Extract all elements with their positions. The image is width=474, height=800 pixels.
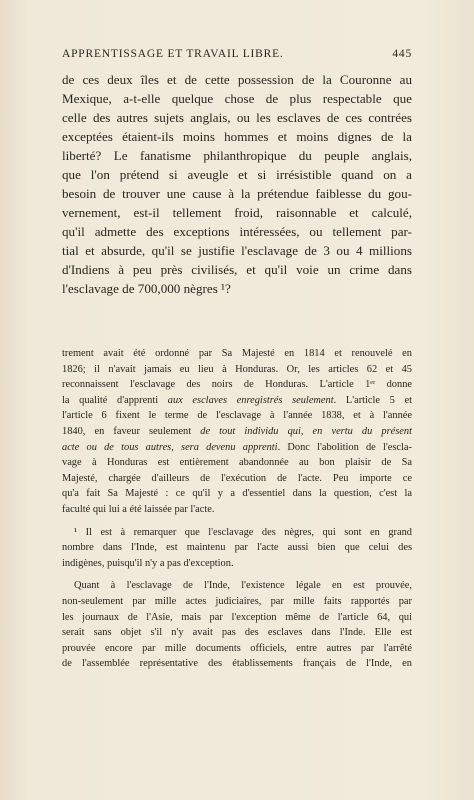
footnote-line: trement avait été ordonné par Sa Majesté en 1814 et renouvelé en <box>62 348 412 359</box>
footnotes <box>62 346 412 672</box>
footnote-1-cont-line: les journaux de l'Asie, mais par l'exception même de l'article 64, qui <box>62 611 412 623</box>
text-line: besoin de trouver une cause à la prétendue faiblesse du gou- <box>62 186 412 201</box>
footnote-1-cont-line: non-seulement par mille actes judiciaires, par mille faits rapportés par <box>62 595 412 607</box>
footnote-1-line: nombre dans l'Inde, est maintenu par l'acte aussi bien que celui des <box>62 542 412 554</box>
text-line: Mexique, a-t-elle quelque chose de plus respectable que <box>62 91 412 106</box>
text-line: l'esclavage de 700,000 nègres ¹? <box>62 281 231 296</box>
footnote-line: reconnaissent l'esclavage des noirs de Honduras. L'article 1ᵉʳ donne <box>62 379 412 391</box>
text-line: que l'on prétend si aveugle et si irrésistible quand on a <box>62 167 412 182</box>
footnote-1-line: ¹ Il est à remarquer que l'esclavage des nègres, qui sont en grand <box>74 526 412 538</box>
text-line: exceptées étaient-ils moins hommes et moins dignes de la <box>62 129 412 144</box>
text-line: qu'il admette des exceptions intéressées, ou tellement par- <box>62 224 412 239</box>
text-line: de ces deux îles et de cette possession de la Couronne au <box>62 72 412 87</box>
main-text <box>62 70 412 298</box>
footnote-line: faculté qui lui a été laissée par l'acte. <box>62 503 215 515</box>
footnote-line: 1826; il n'avait jamais eu lieu à Honduras. Or, les articles 62 et 45 <box>62 363 412 375</box>
text-line: d'Indiens à peu près civilisés, et qu'il voie un crime dans <box>62 262 412 277</box>
footnote-line: Majesté, chargée d'ailleurs de l'exécution de l'acte. Peu importe ce <box>62 472 412 484</box>
footnote-line: vage à Honduras est entièrement abandonnée au bon plaisir de Sa <box>62 457 412 469</box>
footnote-line: la qualité d'apprenti aux esclaves enregistrés seulement. L'article 5 et <box>62 394 412 406</box>
footnote-1-cont-line: serait sans objet s'il n'y avait pas des esclaves dans l'Inde. Elle est <box>62 627 412 639</box>
text-line: liberté? Le fanatisme philanthropique du peuple anglais, <box>62 148 412 163</box>
footnote-line: l'article 6 fixent le terme de l'esclavage à l'année 1838, et à l'année <box>62 410 412 422</box>
footnote-1-cont-line: de l'assemblée représentative des établissements français de l'Inde, en <box>62 658 412 670</box>
page-number: 445 <box>392 48 412 60</box>
text-line: tial et absurde, qu'il se justifie l'esclavage de 3 ou 4 millions <box>62 243 412 258</box>
running-header <box>62 48 412 60</box>
footnote-line: 1840, en faveur seulement de tout individu qui, en vertu du présent <box>62 425 412 437</box>
running-title: APPRENTISSAGE ET TRAVAIL LIBRE. <box>62 48 284 60</box>
text-line: vernement, est-il tellement froid, raisonnable et calculé, <box>62 205 412 220</box>
text-line: celle des autres sujets anglais, ou les esclaves de ces contrées <box>62 110 412 125</box>
footnote-1-cont-line: prouvée encore par mille documents officiels, entre autres par l'arrêté <box>62 642 412 654</box>
footnote-line: acte ou de tous autres, sera devenu apprenti. Donc l'abolition de l'escla- <box>62 441 412 453</box>
footnote-1-line: indigènes, puisqu'il n'y a pas d'exception. <box>62 557 234 569</box>
footnote-line: qu'a fait Sa Majesté : ce qu'il y a d'essentiel dans la question, c'est la <box>62 488 412 500</box>
footnote-1-cont-line: Quant à l'esclavage de l'Inde, l'existence légale en est prouvée, <box>74 580 412 592</box>
